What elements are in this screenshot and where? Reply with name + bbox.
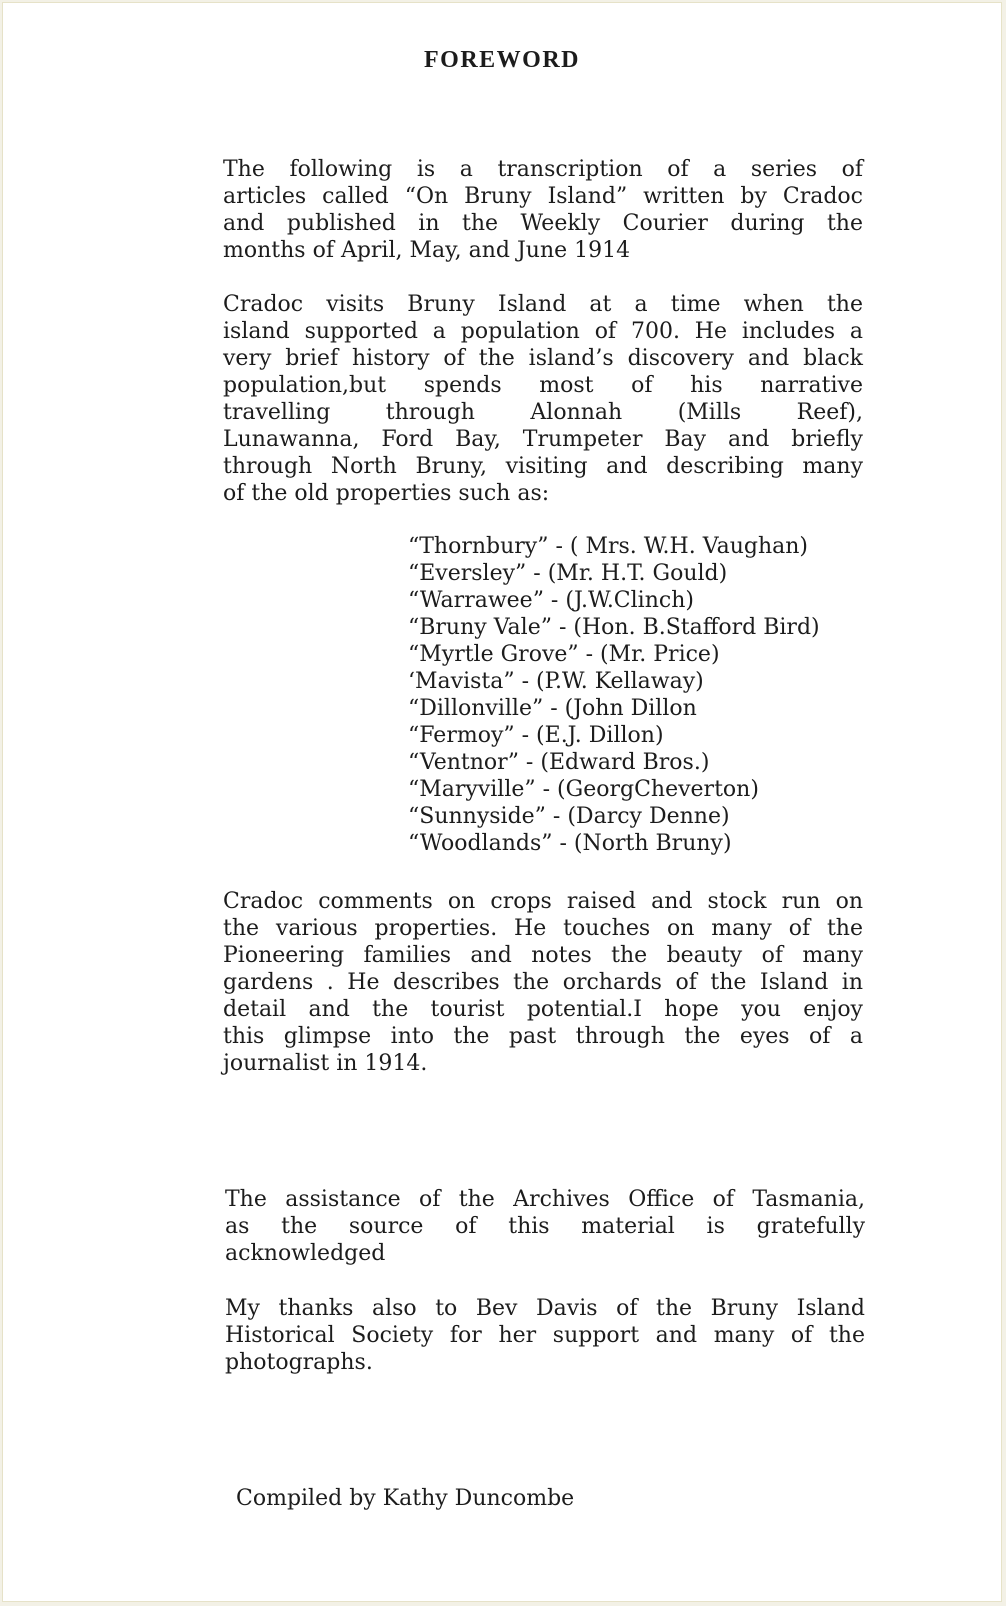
text-line: Cradoc comments on crops raised and stock run on: [223, 889, 863, 914]
text-line: population,but spends most of his narrative: [223, 373, 863, 398]
text-line: photographs.: [225, 1350, 373, 1375]
text-line: the various properties. He touches on many of the: [223, 916, 863, 941]
page-title: FOREWORD: [424, 47, 580, 73]
text-line: months of April, May, and June 1914: [223, 238, 631, 263]
text-line: My thanks also to Bev Davis of the Bruny Island: [225, 1296, 865, 1321]
thanks-paragraph: [225, 1295, 865, 1376]
text-line: island supported a population of 700. He includes a: [223, 319, 863, 344]
comments-paragraph: [223, 888, 863, 1077]
text-line: acknowledged: [225, 1241, 386, 1266]
text-line: this glimpse into the past through the eyes of a: [223, 1024, 863, 1049]
property-item: “Woodlands” - (North Bruny): [408, 831, 732, 856]
property-item: “Myrtle Grove” - (Mr. Price): [408, 642, 720, 667]
property-item: “Thornbury” - ( Mrs. W.H. Vaughan): [408, 534, 808, 559]
text-line: articles called “On Bruny Island” written by Cradoc: [223, 184, 863, 209]
assistance-paragraph: [225, 1186, 865, 1267]
text-line: of the old properties such as:: [223, 481, 550, 506]
text-line: The assistance of the Archives Office of Tasmania,: [225, 1187, 865, 1212]
property-item: “Eversley” - (Mr. H.T. Gould): [408, 561, 728, 586]
text-line: Cradoc visits Bruny Island at a time when the: [223, 292, 863, 317]
intro-paragraph: [223, 156, 863, 264]
text-line: very brief history of the island’s discovery and black: [223, 346, 863, 371]
text-line: Pioneering families and notes the beauty of many: [223, 943, 863, 968]
property-item: “Sunnyside” - (Darcy Denne): [408, 804, 730, 829]
visit-paragraph: [223, 291, 863, 507]
text-line: and published in the Weekly Courier during the: [223, 211, 863, 236]
property-item: ‘Mavista” - (P.W. Kellaway): [408, 669, 704, 694]
property-item: “Fermoy” - (E.J. Dillon): [408, 723, 664, 748]
text-line: detail and the tourist potential.I hope you enjoy: [223, 997, 863, 1022]
property-item: “Ventnor” - (Edward Bros.): [408, 750, 710, 775]
text-line: travelling through Alonnah (Mills Reef),: [223, 400, 863, 425]
text-line: The following is a transcription of a series of: [223, 157, 863, 182]
property-item: “Dillonville” - (John Dillon: [408, 696, 697, 721]
property-item: “Maryville” - (GeorgCheverton): [408, 777, 759, 802]
compiled-by: Compiled by Kathy Duncombe: [236, 1486, 575, 1511]
text-line: Lunawanna, Ford Bay, Trumpeter Bay and briefly: [223, 427, 863, 452]
document-page: [2, 2, 1002, 1602]
property-item: “Warrawee” - (J.W.Clinch): [408, 588, 694, 613]
text-line: through North Bruny, visiting and describing many: [223, 454, 863, 479]
property-item: “Bruny Vale” - (Hon. B.Stafford Bird): [408, 615, 820, 640]
text-line: gardens . He describes the orchards of the Island in: [223, 970, 863, 995]
text-line: as the source of this material is gratefully: [225, 1214, 865, 1239]
text-line: journalist in 1914.: [223, 1051, 428, 1076]
text-line: Historical Society for her support and many of the: [225, 1323, 865, 1348]
property-list: [408, 533, 820, 857]
